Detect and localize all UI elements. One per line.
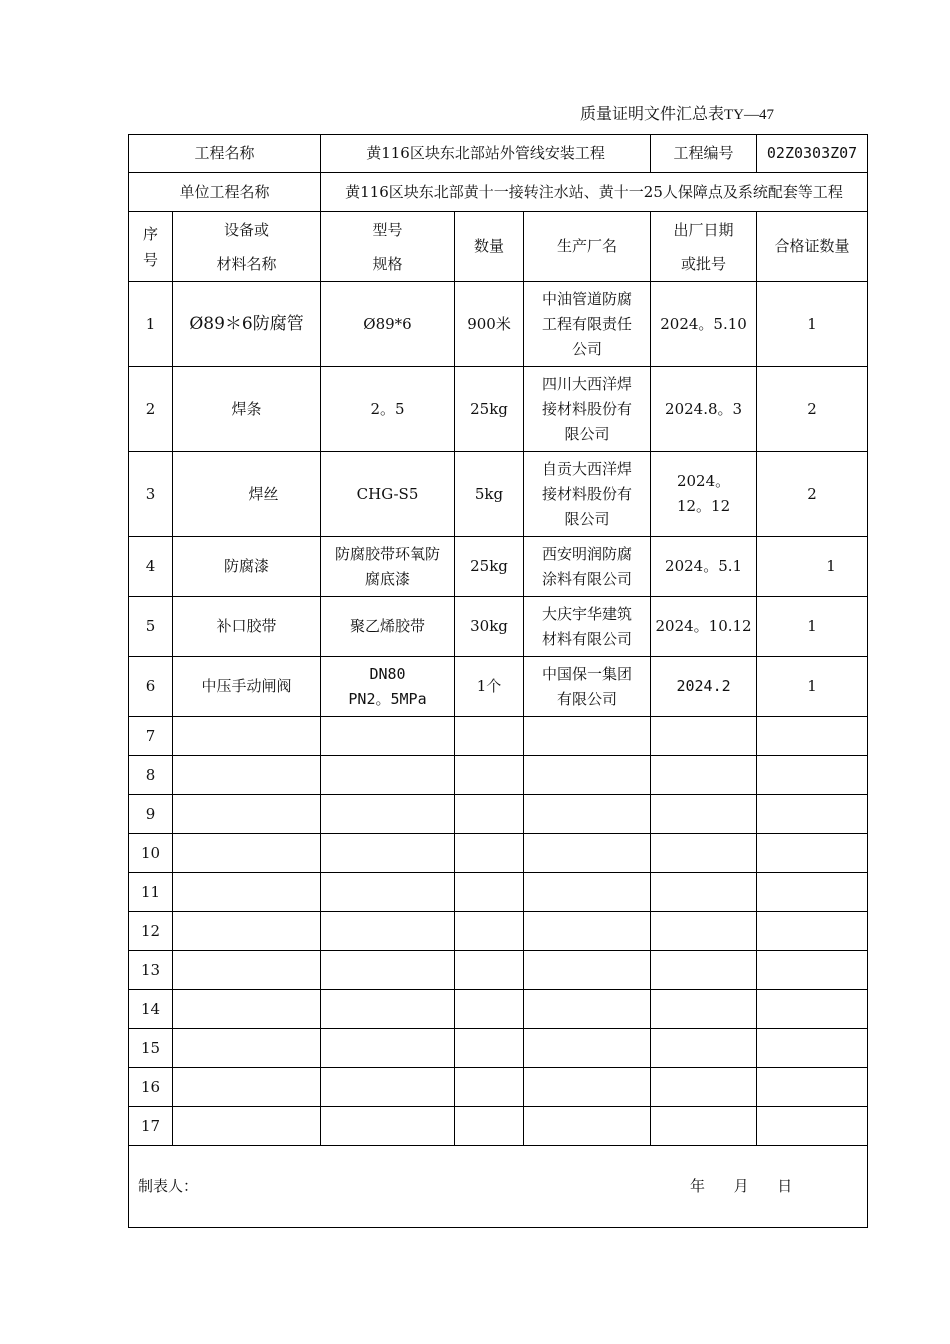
row-date: 2024.2 — [651, 657, 757, 717]
header-qty: 数量 — [455, 212, 524, 282]
row-model: 防腐胶带环氧防腐底漆 — [321, 537, 455, 597]
year-label: 年 — [690, 1177, 706, 1195]
row-seq: 13 — [129, 951, 173, 990]
header-model-line1: 型号 — [372, 220, 403, 239]
row-qty: 30kg — [455, 597, 524, 657]
row-seq: 6 — [129, 657, 173, 717]
header-row — [129, 212, 868, 282]
header-cert: 合格证数量 — [757, 212, 868, 282]
row-seq: 5 — [129, 597, 173, 657]
row-model — [321, 657, 455, 717]
row-qty: 900米 — [455, 282, 524, 367]
row-qty: 1个 — [455, 657, 524, 717]
unit-name-row — [129, 173, 868, 212]
row-name: 焊丝 — [173, 452, 321, 537]
header-model-line2: 规格 — [372, 254, 403, 273]
table-row — [129, 282, 868, 367]
header-date-line1: 出厂日期 — [673, 220, 734, 239]
header-name-line1: 设备或 — [224, 220, 270, 239]
row-cert: 2 — [757, 367, 868, 452]
row-seq: 11 — [129, 873, 173, 912]
unit-name-label: 单位工程名称 — [129, 173, 321, 212]
empty-row — [129, 834, 868, 873]
month-label: 月 — [733, 1177, 749, 1195]
unit-name-value: 黄116区块东北部黄十一接转注水站、黄十一25人保障点及系统配套等工程 — [321, 173, 868, 212]
empty-row — [129, 756, 868, 795]
header-model — [321, 212, 455, 282]
table-row — [129, 657, 868, 717]
footer-cell — [129, 1146, 868, 1228]
row-model-line1: DN80 — [369, 664, 406, 683]
row-date: 2024。5.10 — [651, 282, 757, 367]
row-name: 焊条 — [173, 367, 321, 452]
row-name: 防腐漆 — [173, 537, 321, 597]
row-date: 2024.8。3 — [651, 367, 757, 452]
header-date — [651, 212, 757, 282]
row-cert: 2 — [757, 452, 868, 537]
row-qty: 25kg — [455, 537, 524, 597]
empty-row — [129, 912, 868, 951]
day-label: 日 — [777, 1177, 793, 1195]
table-row — [129, 452, 868, 537]
table-row — [129, 597, 868, 657]
table-row — [129, 537, 868, 597]
row-maker: 中油管道防腐工程有限责任公司 — [524, 282, 651, 367]
empty-row — [129, 951, 868, 990]
row-name: Ø89＊6防腐管 — [173, 282, 321, 367]
header-name-line2: 材料名称 — [216, 254, 277, 273]
row-date: 2024。10.12 — [651, 597, 757, 657]
row-seq: 4 — [129, 537, 173, 597]
row-seq: 14 — [129, 990, 173, 1029]
row-seq: 10 — [129, 834, 173, 873]
project-name-value: 黄116区块东北部站外管线安装工程 — [321, 135, 651, 173]
quality-certificate-table — [128, 134, 868, 1228]
row-name: 补口胶带 — [173, 597, 321, 657]
row-seq: 2 — [129, 367, 173, 452]
empty-row — [129, 795, 868, 834]
project-number-value: 02Z0303Z07 — [757, 135, 868, 173]
document-title — [580, 101, 774, 124]
empty-row — [129, 717, 868, 756]
row-date: 2024。5.1 — [651, 537, 757, 597]
row-cert: 1 — [757, 657, 868, 717]
row-name: 中压手动闸阀 — [173, 657, 321, 717]
row-seq: 17 — [129, 1107, 173, 1146]
table-row — [129, 367, 868, 452]
row-model: 2。5 — [321, 367, 455, 452]
row-maker: 西安明润防腐涂料有限公司 — [524, 537, 651, 597]
row-seq: 7 — [129, 717, 173, 756]
empty-row — [129, 1068, 868, 1107]
header-date-line2: 或批号 — [681, 254, 727, 273]
row-seq: 12 — [129, 912, 173, 951]
row-model: Ø89*6 — [321, 282, 455, 367]
footer-row — [129, 1146, 868, 1228]
row-maker: 大庆宇华建筑材料有限公司 — [524, 597, 651, 657]
row-maker: 中国保一集团有限公司 — [524, 657, 651, 717]
row-seq: 9 — [129, 795, 173, 834]
row-maker: 自贡大西洋焊接材料股份有限公司 — [524, 452, 651, 537]
project-name-label: 工程名称 — [129, 135, 321, 173]
row-qty: 25kg — [455, 367, 524, 452]
title-text: 质量证明文件汇总表 — [580, 104, 725, 123]
row-seq: 1 — [129, 282, 173, 367]
row-maker: 四川大西洋焊接材料股份有限公司 — [524, 367, 651, 452]
header-name — [173, 212, 321, 282]
row-cert: 1 — [757, 282, 868, 367]
row-model-line2: PN2。5MPa — [348, 689, 427, 708]
project-number-label: 工程编号 — [651, 135, 757, 173]
empty-row — [129, 1107, 868, 1146]
row-seq: 15 — [129, 1029, 173, 1068]
row-date: 2024。12。12 — [651, 452, 757, 537]
project-name-row — [129, 135, 868, 173]
row-model: CHG-S5 — [321, 452, 455, 537]
maker-label: 制表人： — [138, 1177, 199, 1195]
row-seq: 8 — [129, 756, 173, 795]
row-seq: 16 — [129, 1068, 173, 1107]
row-seq: 3 — [129, 452, 173, 537]
footer-date — [690, 1174, 792, 1199]
row-model: 聚乙烯胶带 — [321, 597, 455, 657]
empty-row — [129, 1029, 868, 1068]
row-cert: 1 — [757, 597, 868, 657]
form-code: TY—47 — [724, 107, 775, 123]
header-seq — [129, 212, 173, 282]
empty-row — [129, 990, 868, 1029]
row-qty: 5kg — [455, 452, 524, 537]
row-cert: 1 — [757, 537, 868, 597]
header-maker: 生产厂名 — [524, 212, 651, 282]
header-seq-text: 序号 — [143, 224, 159, 269]
empty-row — [129, 873, 868, 912]
